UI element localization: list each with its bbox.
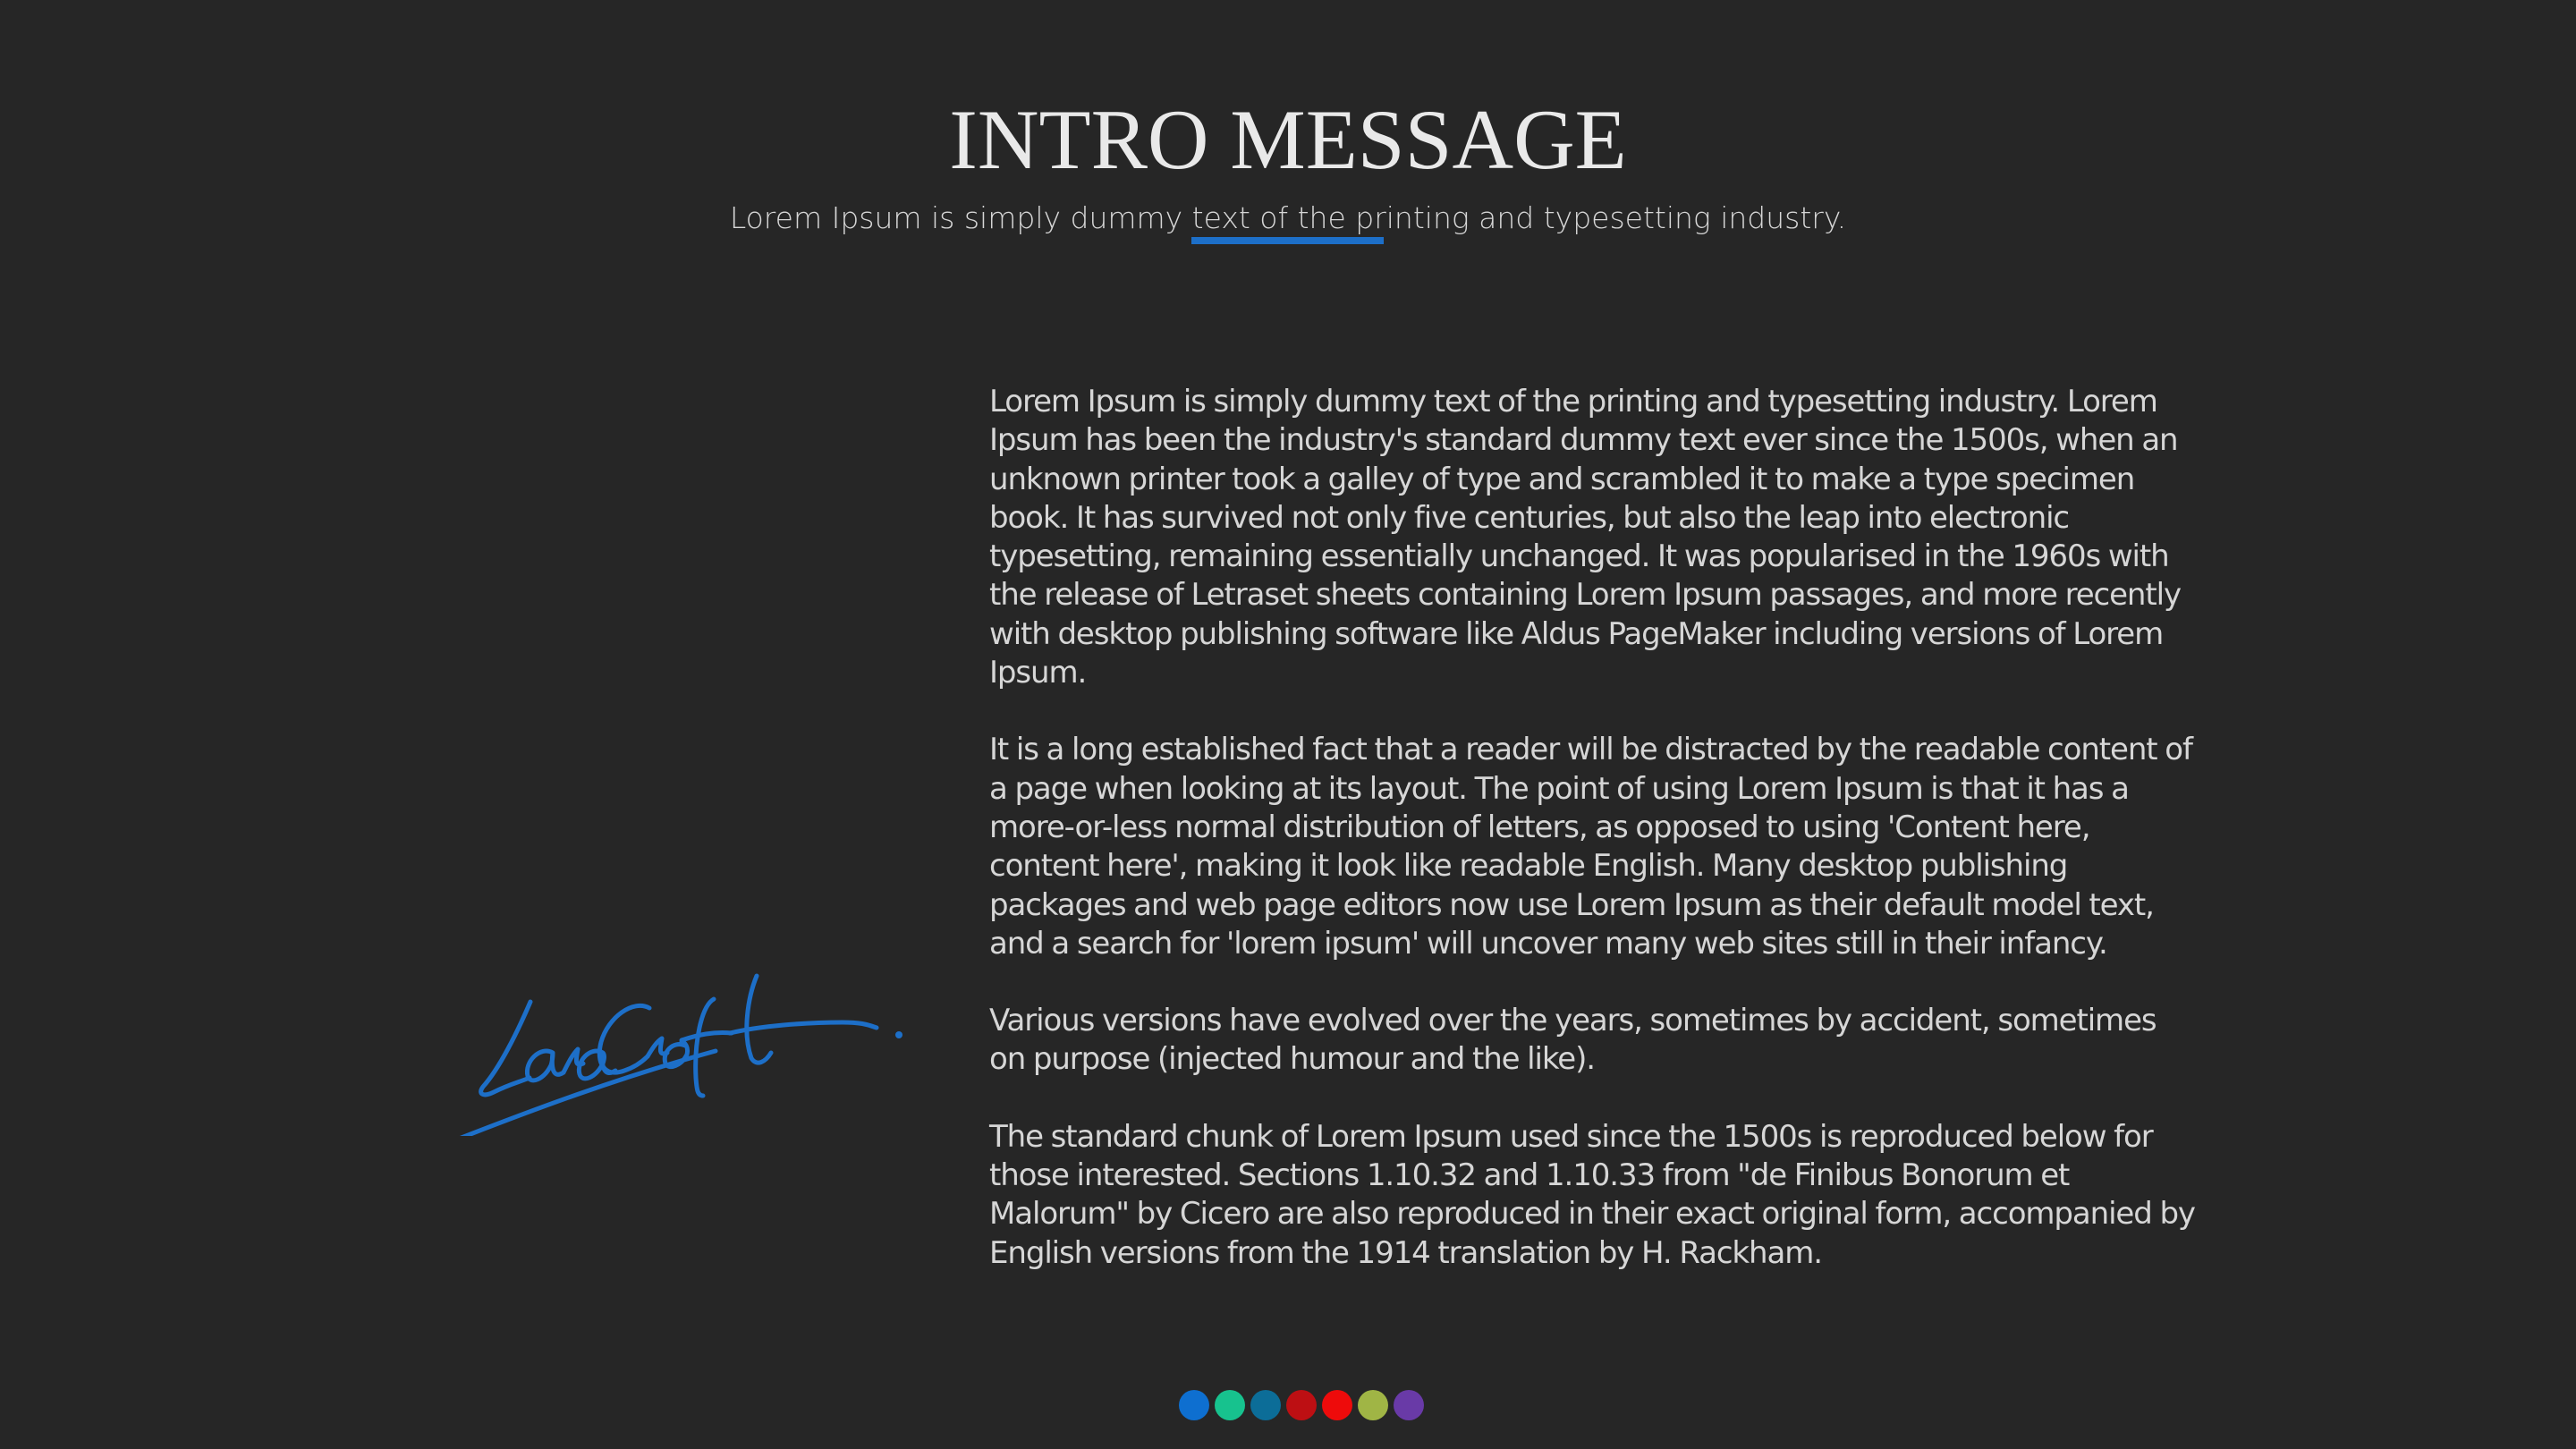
title-underline — [1191, 237, 1384, 244]
signature-image — [447, 953, 921, 1136]
page-subtitle: Lorem Ipsum is simply dummy text of the printing and typesetting industry. — [729, 200, 1847, 235]
body-paragraph: The standard chunk of Lorem Ipsum used since the 1500s is reproduced below for those interested. Sections 1.10.32 and 1.10.33 from "de Finibus Bonorum et Malorum" by Cicero are also reproduced in their exact original form, accompanied by English versions from the 1914 translation by H. Rackham. — [989, 1118, 2195, 1271]
color-swatch-dark-red[interactable] — [1286, 1390, 1317, 1420]
color-swatch-purple[interactable] — [1394, 1390, 1424, 1420]
color-swatch-green[interactable] — [1215, 1390, 1245, 1420]
body-paragraph: Various versions have evolved over the years, sometimes by accident, sometimes on purpose (injected humour and the like). — [989, 1003, 2157, 1078]
intro-body — [989, 383, 2197, 1311]
page-title: INTRO MESSAGE — [949, 92, 1627, 187]
color-swatch-red[interactable] — [1322, 1390, 1352, 1420]
color-swatch-blue[interactable] — [1179, 1390, 1209, 1420]
body-paragraph: Lorem Ipsum is simply dummy text of the printing and typesetting industry. Lorem Ipsum has been the industry's standard dummy text ever since the 1500s, when an unknown printer took a galley of type and scrambled it to make a type specimen book. It has survived not only five centuries, but also the leap into electronic typesetting, remaining essentially unchanged. It was popularised in the 1960s with the release of Letraset sheets containing Lorem Ipsum passages, and more recently with desktop publishing software like Aldus PageMaker including versions of Lorem Ipsum. — [989, 384, 2181, 691]
body-paragraph: It is a long established fact that a reader will be distracted by the readable content of a page when looking at its layout. The point of using Lorem Ipsum is that it has a more-or-less normal distribution of letters, as opposed to using 'Content here, content here', making it look like readable English. Many desktop publishing packages and web page editors now use Lorem Ipsum as their default model text, and a search for 'lorem ipsum' will uncover many web sites still in their infancy. — [989, 732, 2192, 962]
color-swatch-teal[interactable] — [1250, 1390, 1281, 1420]
color-swatch-olive[interactable] — [1358, 1390, 1388, 1420]
intro-header — [0, 86, 2576, 243]
theme-color-switcher — [1179, 1390, 1424, 1420]
